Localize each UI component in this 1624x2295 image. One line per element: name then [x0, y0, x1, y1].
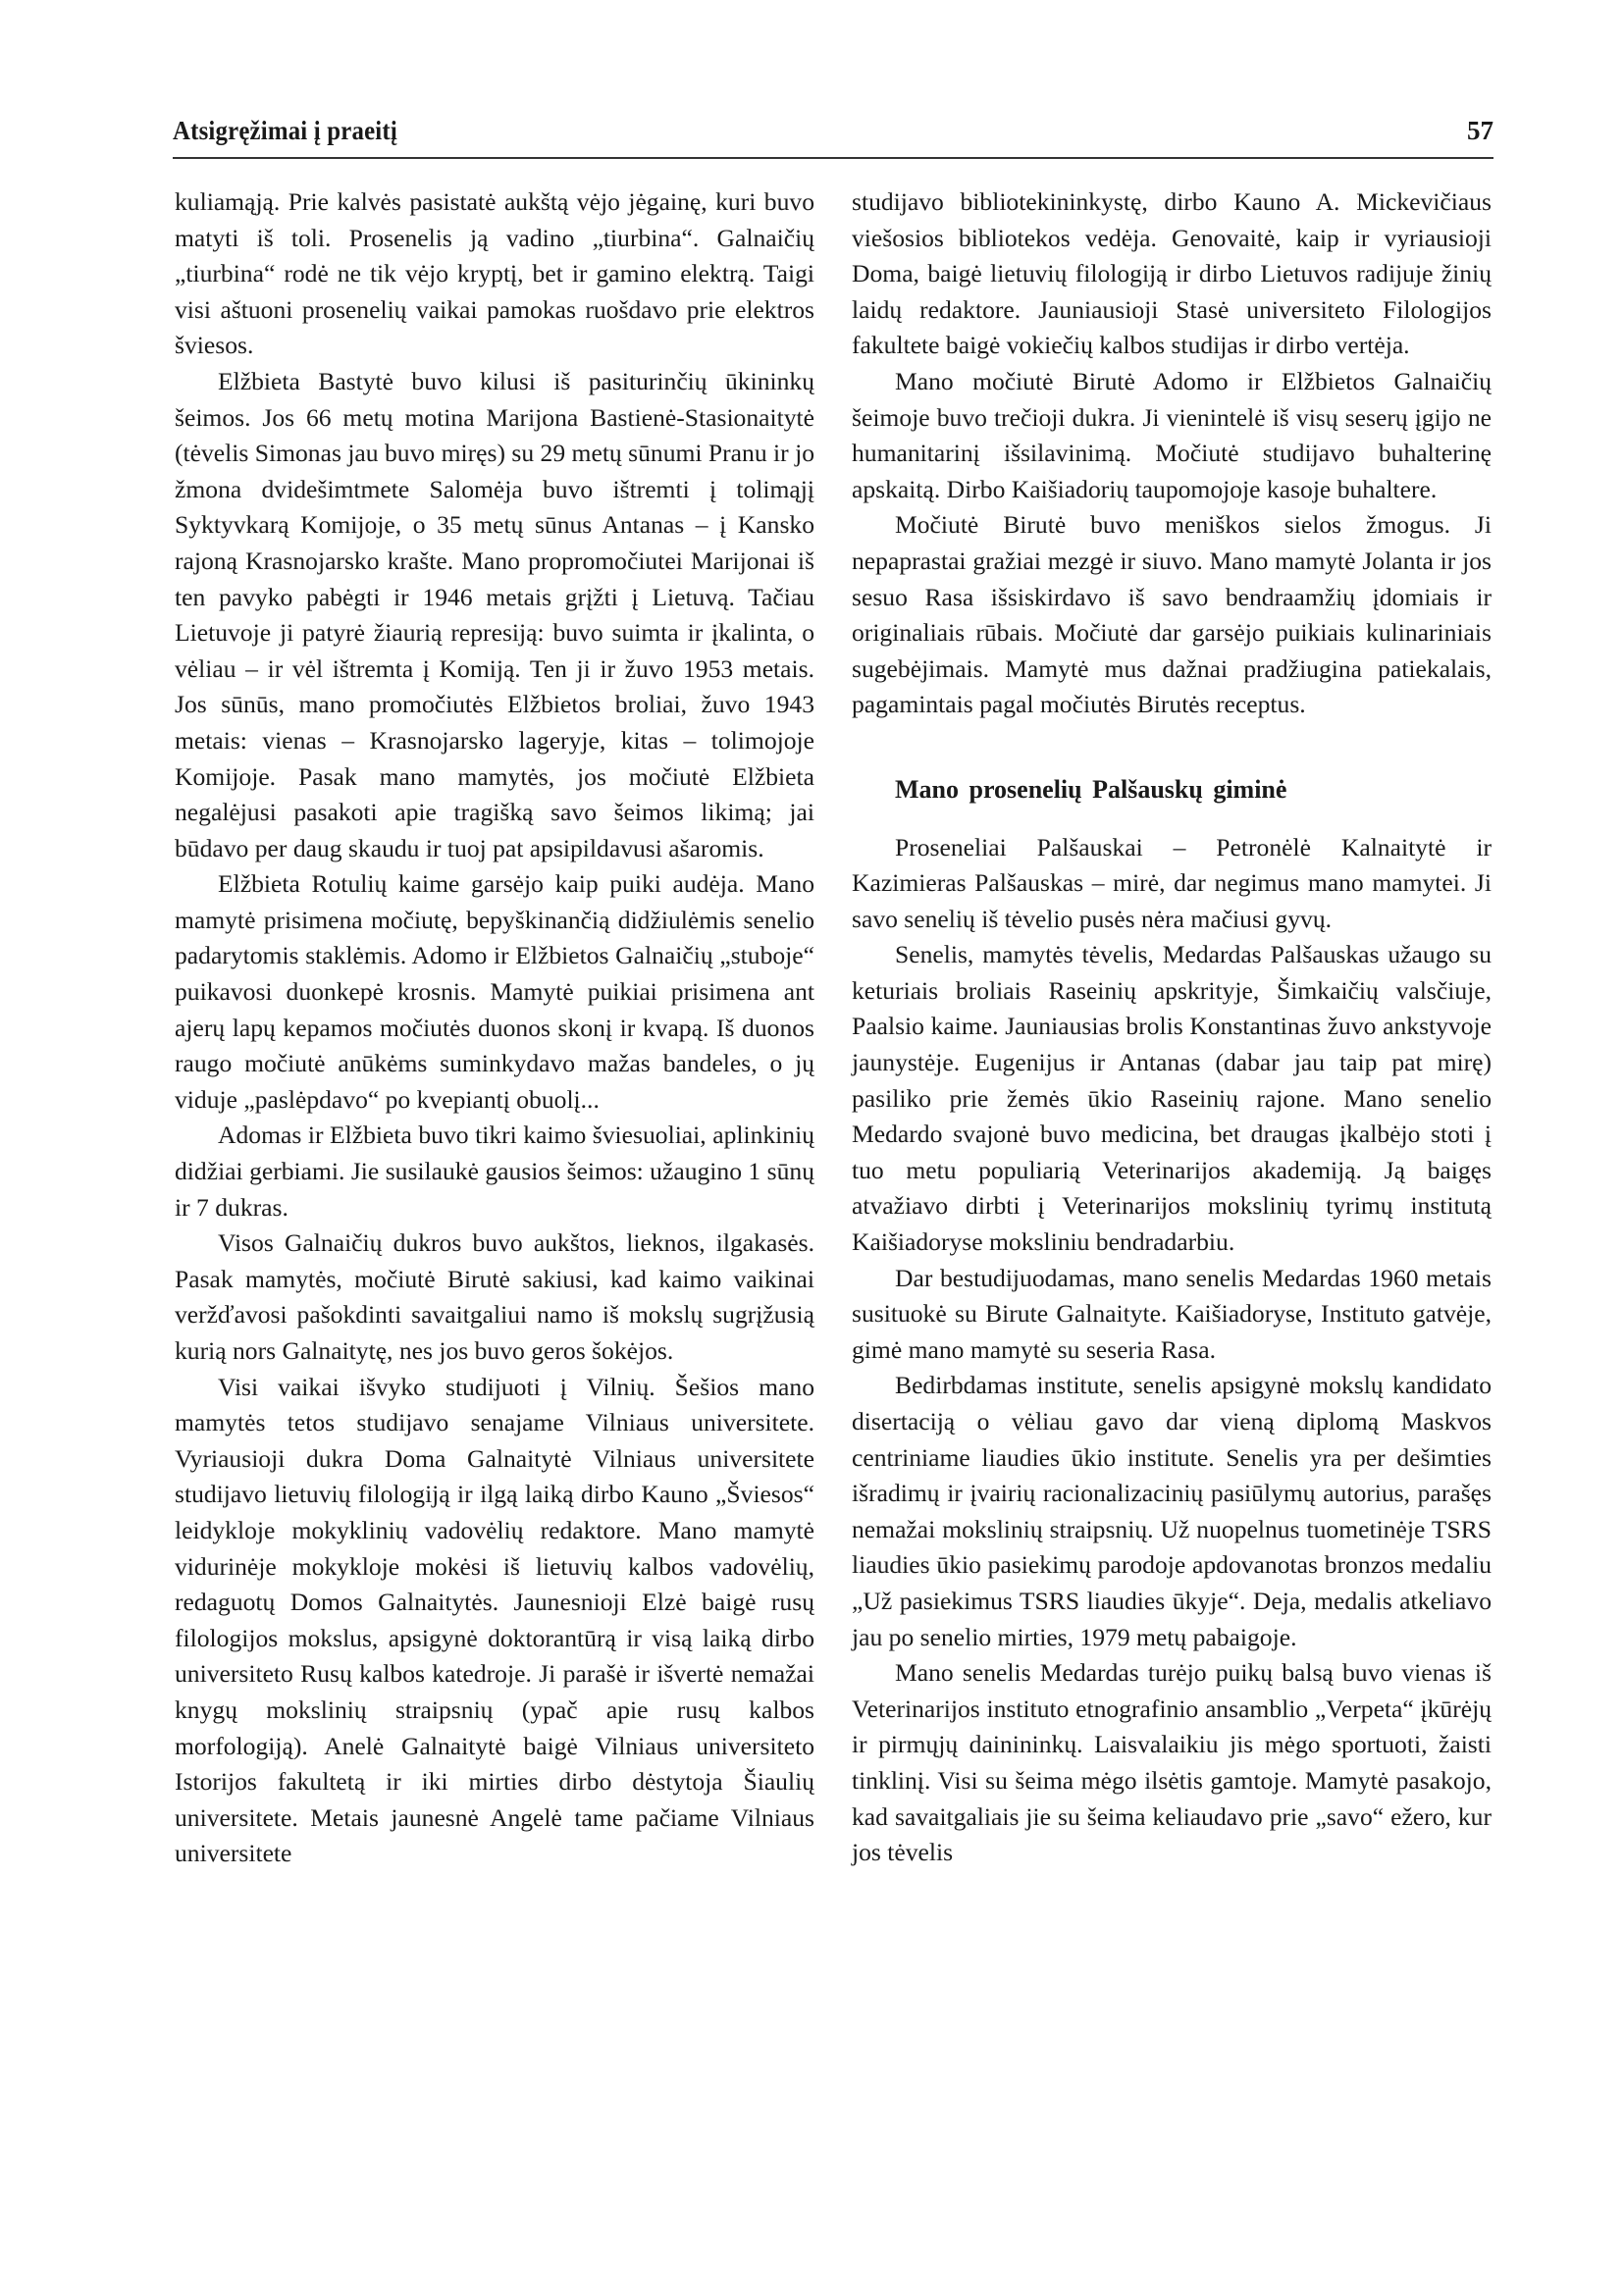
paragraph: Dar bestudijuodamas, mano senelis Medardas 1960 metais susituokė su Birute Galnaityte. Kaišiadoryse, Instituto gatvėje, gimė mano mamytė su seseria Rasa. [852, 1263, 1492, 1364]
paragraph: Visos Galnaičių dukros buvo aukštos, lieknos, ilgakasės. Pasak mamytės, močiutė Birutė sakiusi, kad kaimo vaikinai veržďavosi pašokdinti savaitgaliui namo iš mokslų sugrįžusią kurią nors Galnaitytę, nes jos buvo geros šokėjos. [175, 1228, 814, 1365]
paragraph: studijavo bibliotekininkystę, dirbo Kauno A. Mickevičiaus viešosios bibliotekos vedėja. Genovaitė, kaip ir vyriausioji Doma, baigė lietuvių filologiją ir dirbo Lietuvos radijuje žinių laidų redaktore. Jauniausioji Stasė universiteto Filologijos fakultete baigė vokiečių kalbos studijas ir dirbo vertėja. [852, 187, 1492, 360]
left-column [175, 184, 814, 1872]
paragraph: Močiutė Birutė buvo meniškos sielos žmogus. Ji nepaprastai gražiai mezgė ir siuvo. Mano mamytė Jolanta ir jos sesuo Rasa išsiskirdavo iš savo bendraamžių įdomiais ir originaliais rūbais. Močiutė dar garsėjo puikiais kulinariniais sugebėjimais. Mamytė mus dažnai pradžiugina patiekalais, pagamintais pagal močiutės Birutės receptus. [852, 510, 1492, 719]
page-header [173, 116, 1493, 155]
paragraph: Elžbieta Bastytė buvo kilusi iš pasiturinčių ūkininkų šeimos. Jos 66 metų motina Marijona Bastienė-Stasionaitytė (tėvelis Simonas jau buvo miręs) su 29 metų sūnumi Pranu ir jo žmona dvidešimtmete Salomėja buvo ištremti į tolimąjį Syktyvkarą Komijoje, o 35 metų sūnus Antanas – į Kansko rajoną Krasnojarsko krašte. Mano propromočiutei Marijonai iš ten pavyko pabėgti ir 1946 metais grįžti į Lietuvą. Tačiau Lietuvoje ji patyrė žiaurią represiją: buvo suimta ir įkalinta, o vėliau – ir vėl ištremta į Komiją. Ten ji ir žuvo 1953 metais. Jos sūnūs, mano promočiutės Elžbietos broliai, žuvo 1943 metais: vienas – Krasnojarsko lageryje, kitas – tolimojoje Komijoje. Pasak mano mamytės, jos močiutė Elžbieta negalėjusi pasakoti apie tragišką savo šeimos likimą; jai būdavo per daug skaudu ir tuoj pat apsipildavusi ašaromis. [175, 366, 814, 862]
paragraph: Visi vaikai išvyko studijuoti į Vilnių. Šešios mano mamytės tetos studijavo senajame Vilniaus universitete. Vyriausioji dukra Doma Galnaitytė Vilniaus universitete studijavo lietuvių filologiją ir ilgą laiką dirbo Kauno „Šviesos“ leidykloje mokyklinių vadovėlių redaktore. Mano mamytė vidurinėje mokykloje mokėsi iš lietuvių kalbos vadovėlių, redaguotų Domos Galnaitytės. Jaunesnioji Elzė baigė rusų filologijos mokslus, apsigynė doktorantūrą ir visą laiką dirbo universiteto Rusų kalbos katedroje. Ji parašė ir išvertė nemažai knygų mokslinių straipsnių (ypač apie rusų kalbos morfologiją). Anelė Galnaitytė baigė Vilniaus universiteto Istorijos fakultetą ir iki mirties dirbo dėstytoja Šiaulių universitete. Metais jaunesnė Angelė tame pačiame Vilniaus universitete [175, 1372, 814, 1868]
paragraph: Mano močiutė Birutė Adomo ir Elžbietos Galnaičių šeimoje buvo trečioji dukra. Ji vienintelė iš visų seserų įgijo ne humanitarinį išsilavinimą. Močiutė studijavo buhalterinę apskaitą. Dirbo Kaišiadorių taupomojoje kasoje buhaltere. [852, 366, 1492, 503]
paragraph: Adomas ir Elžbieta buvo tikri kaimo šviesuoliai, aplinkinių didžiai gerbiami. Jie susilaukė gausios šeimos: užaugino 1 sūnų ir 7 dukras. [175, 1121, 814, 1222]
page-number: 57 [1467, 116, 1493, 145]
right-column [852, 184, 1492, 1871]
paragraph: Senelis, mamytės tėvelis, Medardas Palšauskas užaugo su keturiais broliais Raseinių apskrityje, Šimkaičių valsčiuje, Paalsio kaime. Jauniausias brolis Konstantinas žuvo ankstyvoje jaunystėje. Eugenijus ir Antanas (dabar jau taip pat mirę) pasiliko prie žemės ūkio Raseinių rajone. Mano senelio Medardo svajonė buvo medicina, bet draugas įkalbėjo stoti į tuo metu populiarią Veterinarijos akademiją. Ją baigęs atvažiavo dirbti į Veterinarijos mokslinių tyrimų institutą Kaišiadoryse moksliniu bendradarbiu. [852, 940, 1492, 1257]
paragraph: Mano senelis Medardas turėjo puikų balsą buvo vienas iš Veterinarijos instituto etnografinio ansamblio „Verpeta“ įkūrėjų ir pirmųjų dainininkų. Laisvalaikiu jis mėgo sportuoti, žaisti tinklinį. Visi su šeima mėgo ilsėtis gamtoje. Mamytė pasakojo, kad savaitgaliais jie su šeima keliaudavo prie „savo“ ežero, kur jos tėvelis [852, 1658, 1492, 1867]
paragraph: Proseneliai Palšauskai – Petronėlė Kalnaitytė ir Kazimieras Palšauskas – mirė, dar negimus mano mamytei. Ji savo senelių iš tėvelio pusės nėra mačiusi gyvų. [852, 832, 1492, 933]
header-rule [173, 157, 1493, 159]
paragraph: Bedirbdamas institute, senelis apsigynė mokslų kandidato disertaciją o vėliau gavo dar vieną diplomą Maskvos centriniame liaudies ūkio institute. Senelis yra per dešimties išradimų ir įvairių racionalizacinių pasiūlymų autorius, parašęs nemažai mokslinių straipsnių. Už nuopelnus tuometinėje TSRS liaudies ūkio pasiekimų parodoje apdovanotas bronzos medaliu „Už pasiekimus TSRS liaudies ūkyje“. Deja, medalis atkeliavo jau po senelio mirties, 1979 metų pabaigoje. [852, 1371, 1492, 1651]
paragraph: Elžbieta Rotulių kaime garsėjo kaip puiki audėja. Mano mamytė prisimena močiutę, bepyškinančią didžiulėmis senelio padarytomis staklėmis. Adomo ir Elžbietos Galnaičių „stuboje“ puikavosi duonkepė krosnis. Mamytė puikiai prisimena ant ajerų lapų kepamos močiutės duonos skonį ir kvapą. Iš duonos raugo močiutė anūkėms suminkydavo mažas bandeles, o jų viduje „paslėpdavo“ po kvepiantį obuolį... [175, 869, 814, 1114]
section-heading: Mano prosenelių Palšauskų giminė [895, 774, 1287, 804]
paragraph: kuliamąją. Prie kalvės pasistatė aukštą vėjo jėgainę, kuri buvo matyti iš toli. Prosenelis ją vadino „tiurbina“. Galnaičių „tiurbina“ rodė ne tik vėjo kryptį, bet ir gamino elektrą. Taigi visi aštuoni prosenelių vaikai pamokas ruošdavo prie elektros šviesos. [175, 187, 814, 360]
running-title: Atsigręžimai į praeitį [173, 116, 397, 145]
